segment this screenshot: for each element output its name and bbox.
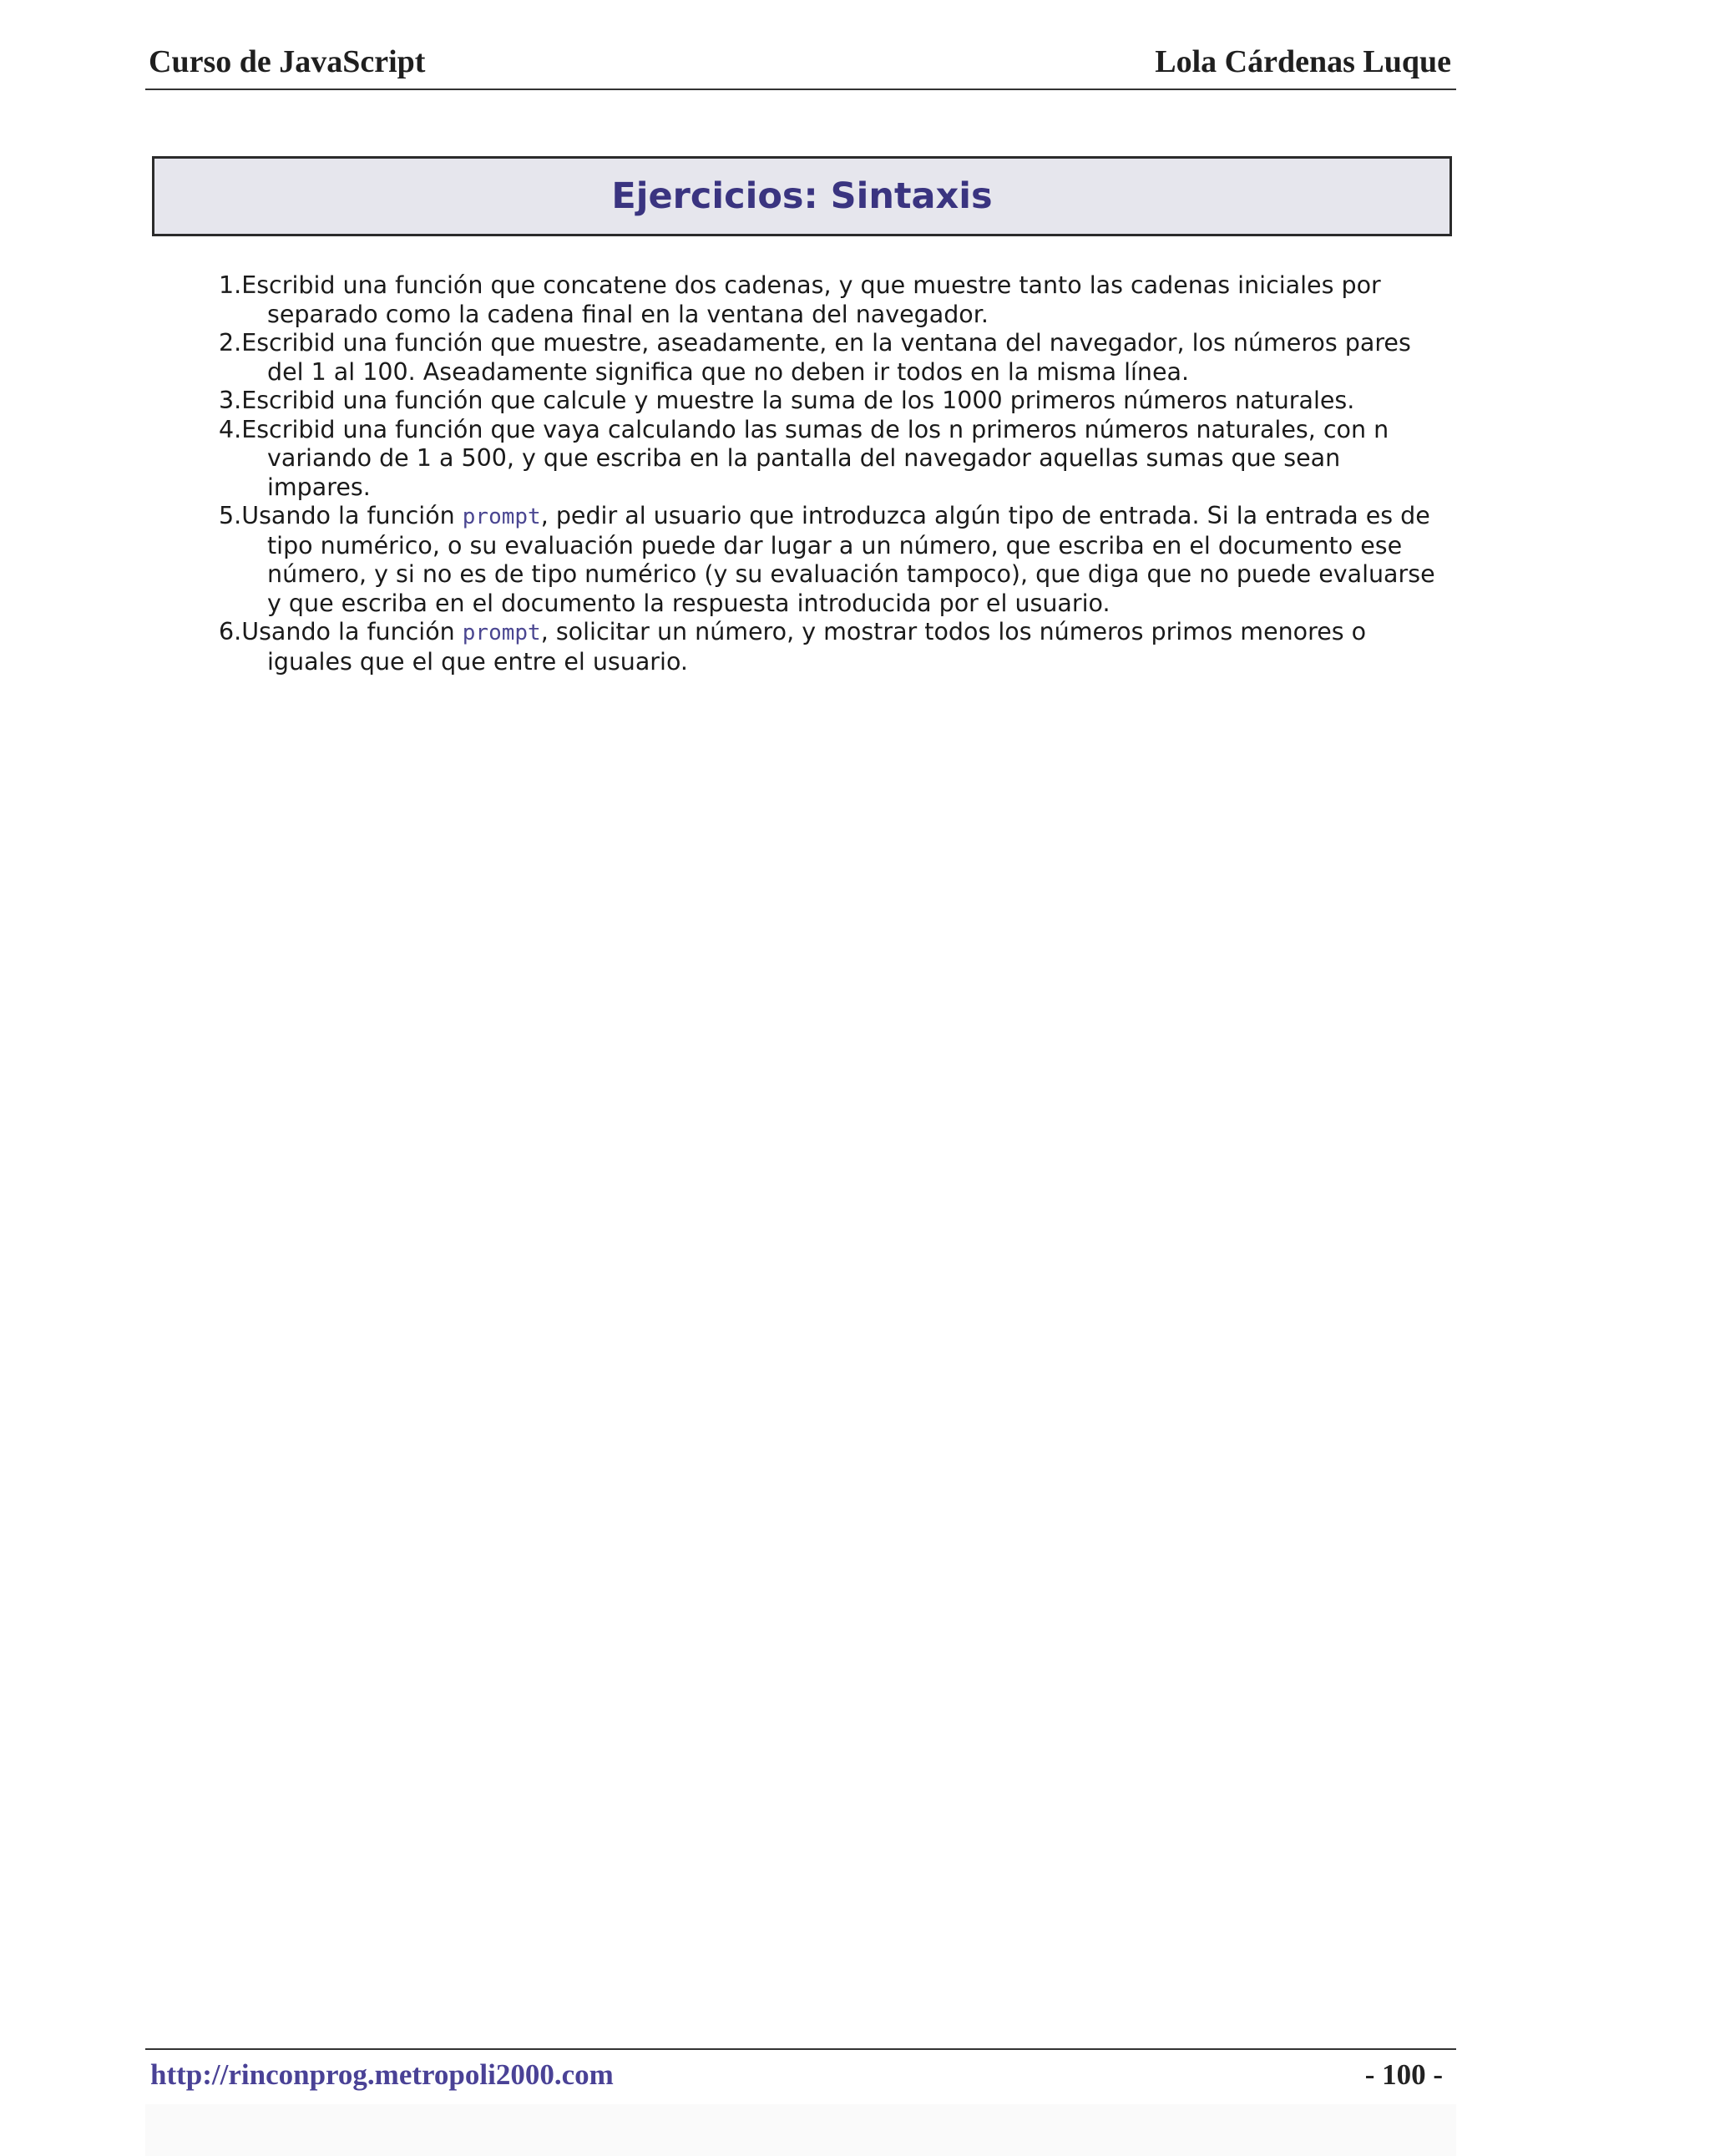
exercise-number: 1. [219,271,242,299]
exercise-item [219,271,1438,329]
page-footer [145,2048,1456,2100]
exercise-text: Escribid una función que vaya calculando las sumas de los n primeros números naturales, con n variando de 1 a 500, y que escriba en la pantalla del navegador aquellas sumas que sean impares. [241,415,1389,501]
exercise-text: Usando la función [241,502,463,529]
exercise-text: Usando la función [241,618,463,645]
exercise-item [219,329,1438,387]
page-header [145,40,1456,90]
exercise-item [219,387,1438,416]
exercise-number: 5. [219,502,242,529]
exercise-list [219,271,1438,676]
exercise-text: Escribid una función que concatene dos cadenas, y que muestre tanto las cadenas iniciales por separado como la cadena final en la ventana del navegador. [241,271,1381,328]
exercise-text-continued: , solicitar un número, y mostrar todos los números primos menores o iguales que el que entre el usuario. [267,618,1367,676]
section-title: Ejercicios: Sintaxis [611,175,993,217]
code-keyword: prompt [462,620,541,645]
footer-url-link[interactable]: http://rinconprog.metropoli2000.com [150,2058,614,2091]
exercise-number: 2. [219,329,242,357]
page-number: - 100 - [1364,2058,1443,2091]
exercise-text: Escribid una función que calcule y muestre la suma de los 1000 primeros números naturales. [241,387,1355,414]
exercise-text-continued: , pedir al usuario que introduzca algún tipo de entrada. Si la entrada es de tipo numérico, o su evaluación puede dar lugar a un número, que escriba en el documento ese número, y si no es de tipo numérico (y su evaluación tampoco), que diga que no puede evaluarse y que escriba en el documento la respuesta introducida por el usuario. [267,502,1435,617]
exercise-number: 6. [219,618,242,645]
author-name: Lola Cárdenas Luque [1155,44,1451,79]
section-title-box [152,156,1452,236]
exercise-number: 3. [219,387,242,414]
exercise-item [219,618,1438,676]
bottom-margin-strip [145,2104,1456,2156]
exercise-item [219,502,1438,618]
course-title: Curso de JavaScript [149,44,426,79]
code-keyword: prompt [462,504,541,529]
exercise-item [219,416,1438,503]
exercise-text: Escribid una función que muestre, aseadamente, en la ventana del navegador, los números pares del 1 al 100. Aseadamente significa que no deben ir todos en la misma línea. [241,329,1411,386]
exercise-number: 4. [219,415,242,443]
